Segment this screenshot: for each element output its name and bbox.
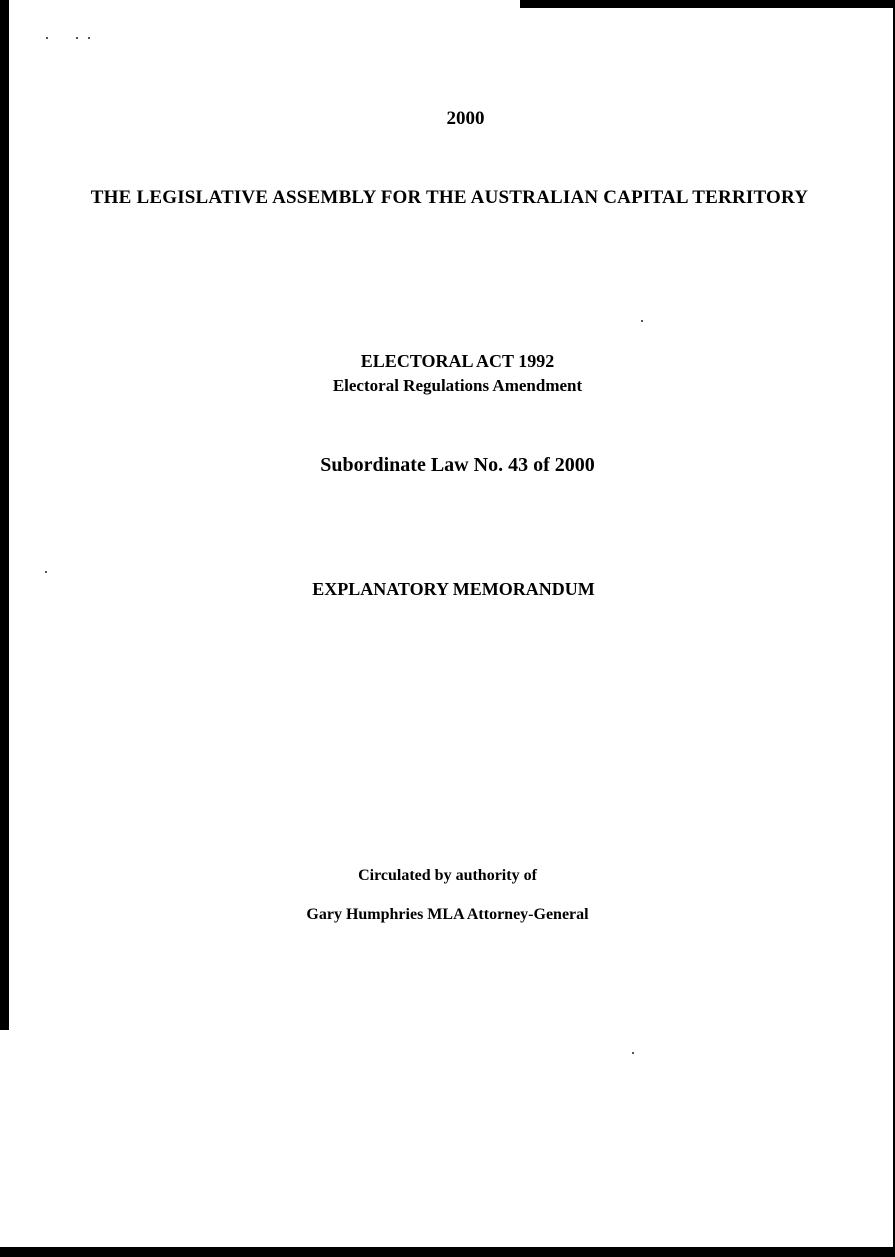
subordinate-law-number: Subordinate Law No. 43 of 2000 <box>320 454 595 476</box>
circulated-by: Circulated by authority of <box>358 867 537 884</box>
act-subtitle: Electoral Regulations Amendment <box>332 376 583 395</box>
scan-speck <box>88 37 90 39</box>
scan-border-bottom <box>0 1247 895 1257</box>
scan-speck <box>632 1052 634 1054</box>
memorandum-title: EXPLANATORY MEMORANDUM <box>312 579 595 599</box>
scan-speck <box>45 571 47 573</box>
document-year: 2000 <box>446 108 485 129</box>
scan-border-top <box>520 0 895 8</box>
author-line: Gary Humphries MLA Attorney-General <box>306 906 589 923</box>
scan-speck <box>76 37 78 39</box>
act-title: ELECTORAL ACT 1992 <box>360 351 555 371</box>
scan-speck <box>46 37 48 39</box>
scan-speck <box>641 320 643 322</box>
assembly-heading: THE LEGISLATIVE ASSEMBLY FOR THE AUSTRALIAN CAPITAL TERRITORY <box>90 187 809 208</box>
